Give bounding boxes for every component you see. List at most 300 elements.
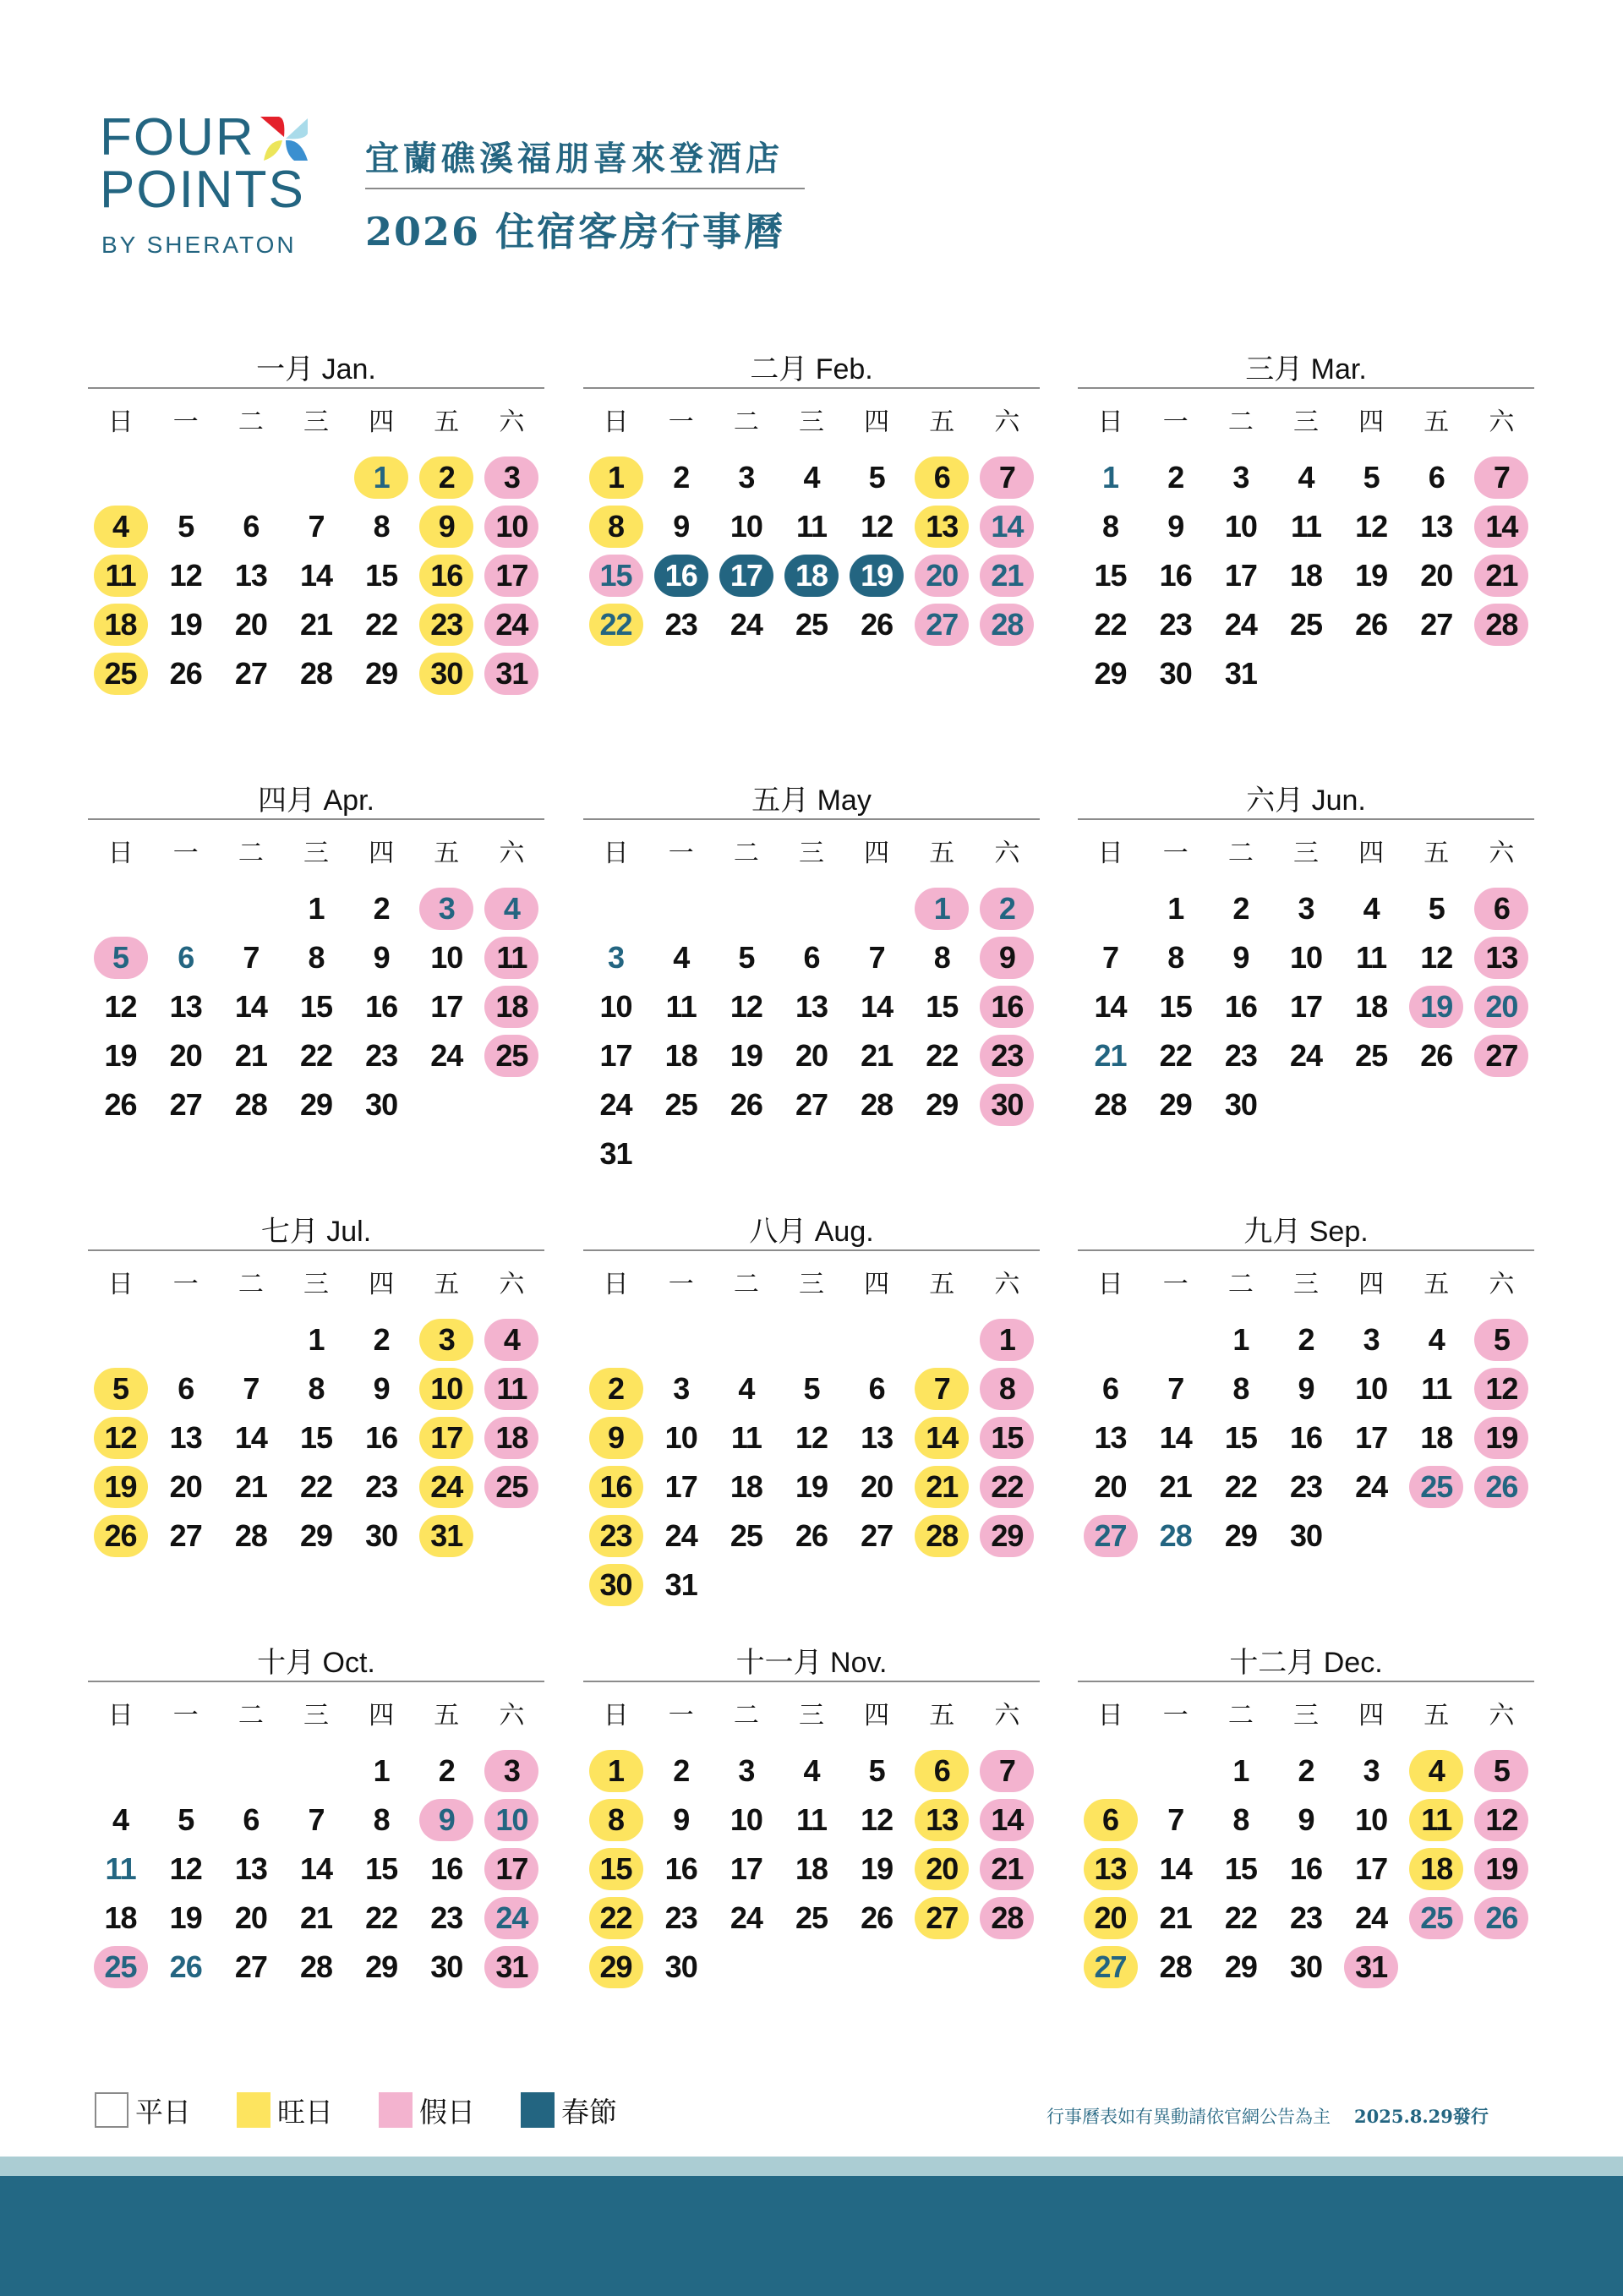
day-cell-busy [583, 1561, 648, 1610]
day-cell-normal [1339, 600, 1404, 649]
month-title: 十一月 Nov. [735, 1647, 888, 1679]
day-cell-holiday [975, 884, 1040, 933]
empty-cell [713, 884, 779, 933]
day-number: 2 [438, 1753, 455, 1788]
weekday-label: 日 [603, 1702, 629, 1730]
weekday-label: 日 [107, 839, 134, 867]
day-cell-holiday [1469, 1796, 1534, 1845]
day-cell-normal [1339, 1796, 1404, 1845]
day-number: 11 [94, 555, 148, 597]
day-cell-busy [583, 453, 648, 502]
day-cell-normal [283, 1894, 348, 1943]
day-cell-normal [218, 1031, 283, 1080]
day-number: 28 [1094, 1087, 1127, 1122]
day-cell-holiday [1339, 1943, 1404, 1992]
legend-swatch [95, 2092, 128, 2128]
day-number: 3 [673, 1371, 690, 1406]
day-number: 13 [1474, 937, 1528, 979]
day-number: 2 [589, 1368, 643, 1410]
day-cell-normal [713, 1894, 779, 1943]
day-cell-normal [218, 933, 283, 982]
day-cell-holiday [479, 1796, 544, 1845]
day-number: 5 [178, 1802, 194, 1837]
day-number: 9 [589, 1417, 643, 1459]
day-cell-normal [218, 1894, 283, 1943]
day-number: 28 [980, 1897, 1034, 1939]
day-cell-normal [713, 1796, 779, 1845]
weekday-label: 五 [929, 1702, 955, 1730]
day-number: 24 [1355, 1900, 1388, 1935]
day-cell-holiday [975, 1031, 1040, 1080]
day-cell-normal [283, 551, 348, 600]
day-number: 14 [980, 506, 1034, 548]
day-number: 22 [1224, 1900, 1257, 1935]
day-number: 12 [1474, 1368, 1528, 1410]
day-cell-normal [844, 1845, 910, 1894]
day-number: 16 [1159, 558, 1192, 593]
day-number: 16 [365, 1420, 398, 1455]
day-cell-holiday [975, 600, 1040, 649]
day-number: 22 [1159, 1038, 1192, 1073]
day-number: 27 [1084, 1515, 1138, 1557]
day-cell-normal [1208, 1845, 1273, 1894]
day-cell-normal [713, 1462, 779, 1512]
empty-cell [283, 453, 348, 502]
day-number: 14 [1159, 1420, 1192, 1455]
day-cell-busy [583, 1943, 648, 1992]
day-number: 14 [861, 989, 893, 1024]
day-cell-holiday [975, 551, 1040, 600]
day-number: 4 [1428, 1322, 1445, 1357]
empty-cell [583, 884, 648, 933]
day-number: 13 [915, 506, 969, 548]
day-cell-holiday [583, 551, 648, 600]
day-number: 23 [664, 607, 697, 642]
day-cell-busy [910, 502, 975, 551]
day-number: 17 [1224, 558, 1257, 593]
day-number: 17 [419, 1417, 473, 1459]
day-cell-busy [583, 1364, 648, 1413]
day-cell-normal [583, 982, 648, 1031]
empty-cell [779, 884, 844, 933]
day-number: 7 [1167, 1371, 1184, 1406]
day-cell-normal [1143, 1080, 1208, 1129]
weekday-label: 三 [1292, 1271, 1319, 1298]
day-number: 16 [1289, 1420, 1322, 1455]
day-cell-holiday [975, 453, 1040, 502]
day-cell-normal [283, 884, 348, 933]
day-number: 25 [1409, 1897, 1463, 1939]
day-number: 5 [803, 1371, 820, 1406]
day-cell-normal [779, 1413, 844, 1462]
day-number: 21 [1474, 555, 1528, 597]
day-number: 4 [738, 1371, 755, 1406]
weekday-label: 五 [1424, 408, 1450, 436]
day-cell-normal [283, 502, 348, 551]
day-number: 28 [915, 1515, 969, 1557]
weekday-label: 一 [172, 839, 199, 867]
day-cell-normal [414, 1943, 479, 1992]
day-number: 27 [234, 656, 267, 691]
day-number: 30 [1289, 1518, 1322, 1553]
day-cell-normal [1208, 933, 1273, 982]
day-cell-normal [1143, 1894, 1208, 1943]
day-number: 28 [861, 1087, 893, 1122]
day-number: 1 [915, 888, 969, 930]
day-cell-normal [844, 1512, 910, 1561]
day-cell-holiday [1469, 502, 1534, 551]
day-cell-normal [648, 1080, 713, 1129]
day-number: 27 [861, 1518, 893, 1553]
weekday-label: 二 [733, 1702, 759, 1730]
day-cell-normal [1339, 1031, 1404, 1080]
weekday-label: 二 [1227, 839, 1254, 867]
day-cell-normal [1143, 453, 1208, 502]
day-number: 14 [234, 1420, 267, 1455]
day-cell-busy [88, 1462, 153, 1512]
weekday-label: 五 [434, 839, 460, 867]
day-cell-normal [1339, 502, 1404, 551]
day-cell-normal [1208, 1413, 1273, 1462]
day-number: 17 [664, 1469, 697, 1504]
day-cell-normal [910, 933, 975, 982]
day-number: 7 [308, 509, 325, 544]
month-title: 三月 Mar. [1245, 353, 1367, 385]
day-number: 18 [664, 1038, 697, 1073]
weekday-label: 日 [107, 1702, 134, 1730]
day-cell-normal [1273, 1031, 1338, 1080]
day-number: 4 [803, 1753, 820, 1788]
logo-line-points: POINTS [100, 161, 305, 219]
day-number: 18 [94, 604, 148, 646]
day-cell-normal [713, 1031, 779, 1080]
day-number: 15 [1094, 558, 1127, 593]
day-cell-busy [414, 551, 479, 600]
empty-cell [1143, 1747, 1208, 1796]
day-number: 3 [1363, 1753, 1380, 1788]
day-cell-holiday [1469, 933, 1534, 982]
days-grid [1078, 453, 1534, 698]
day-number: 19 [730, 1038, 762, 1073]
day-number: 26 [169, 656, 202, 691]
weekday-label: 四 [1358, 408, 1385, 436]
weekday-label: 四 [1358, 1271, 1385, 1298]
day-number: 24 [484, 1897, 538, 1939]
weekday-label: 四 [369, 1702, 395, 1730]
day-number: 7 [915, 1368, 969, 1410]
day-number: 7 [243, 940, 260, 975]
day-cell-holiday [479, 933, 544, 982]
day-cell-normal [1143, 933, 1208, 982]
day-number: 25 [1289, 607, 1322, 642]
day-cell-normal [648, 600, 713, 649]
day-cell-normal [1339, 884, 1404, 933]
day-cell-holiday [1078, 1512, 1143, 1561]
day-number: 22 [926, 1038, 959, 1073]
day-number: 26 [1355, 607, 1388, 642]
day-number: 20 [795, 1038, 828, 1073]
day-cell-holiday [1469, 453, 1534, 502]
calendar-title-text: 住宿客房行事曆 [495, 210, 786, 254]
day-cell-normal [153, 982, 218, 1031]
day-number: 5 [868, 1753, 885, 1788]
day-number: 8 [589, 506, 643, 548]
day-number: 8 [1102, 509, 1119, 544]
day-cell-normal [779, 1462, 844, 1512]
day-cell-normal [1208, 551, 1273, 600]
day-number: 15 [926, 989, 959, 1024]
day-number: 16 [430, 1851, 463, 1886]
day-cell-busy [583, 1894, 648, 1943]
day-number: 24 [484, 604, 538, 646]
month-divider [88, 1681, 544, 1682]
day-cell-normal [844, 1031, 910, 1080]
day-number: 10 [599, 989, 632, 1024]
day-cell-normal [1078, 649, 1143, 698]
footer-band-dark [0, 2176, 1623, 2296]
day-cell-busy [414, 649, 479, 698]
day-cell-normal [349, 933, 414, 982]
day-number: 12 [1474, 1799, 1528, 1841]
day-number: 26 [169, 1949, 202, 1984]
day-number: 14 [234, 989, 267, 1024]
month-divider [583, 818, 1040, 820]
days-grid [583, 884, 1040, 1178]
day-cell-normal [779, 502, 844, 551]
day-number: 22 [589, 604, 643, 646]
day-cell-busy [414, 1512, 479, 1561]
day-cell-holiday [1469, 884, 1534, 933]
day-number: 30 [419, 653, 473, 695]
day-number: 8 [373, 509, 390, 544]
empty-cell [153, 1747, 218, 1796]
day-number: 24 [430, 1038, 463, 1073]
day-number: 9 [419, 506, 473, 548]
empty-cell [218, 884, 283, 933]
day-cell-normal [349, 1512, 414, 1561]
day-cell-normal [1078, 933, 1143, 982]
day-cell-normal [844, 1364, 910, 1413]
day-cell-busy [414, 1413, 479, 1462]
day-cell-busy [88, 649, 153, 698]
day-number: 4 [94, 506, 148, 548]
day-cell-normal [283, 1796, 348, 1845]
day-number: 19 [1474, 1848, 1528, 1890]
legend-item-cny [521, 2091, 617, 2130]
day-number: 16 [664, 1851, 697, 1886]
day-cell-normal [844, 933, 910, 982]
empty-cell [779, 1315, 844, 1364]
day-number: 28 [1474, 604, 1528, 646]
weekday-header [88, 839, 544, 869]
day-cell-holiday [479, 1943, 544, 1992]
month-divider [1078, 1681, 1534, 1682]
day-number: 19 [850, 555, 904, 597]
day-number: 2 [1232, 891, 1249, 926]
day-cell-busy [88, 1512, 153, 1561]
day-number: 20 [169, 1038, 202, 1073]
day-number: 23 [419, 604, 473, 646]
day-cell-normal [648, 1747, 713, 1796]
day-number: 20 [234, 1900, 267, 1935]
days-grid [1078, 884, 1534, 1129]
day-number: 30 [589, 1564, 643, 1606]
day-number: 15 [589, 1848, 643, 1890]
day-cell-holiday [479, 1364, 544, 1413]
day-number: 5 [1474, 1750, 1528, 1792]
day-cell-normal [283, 1031, 348, 1080]
day-number: 10 [1355, 1802, 1388, 1837]
day-cell-normal [153, 1512, 218, 1561]
day-number: 6 [178, 940, 194, 975]
weekday-label: 四 [1358, 1702, 1385, 1730]
day-cell-normal [844, 1080, 910, 1129]
day-cell-normal [1404, 1031, 1469, 1080]
day-cell-normal [153, 1462, 218, 1512]
day-number: 20 [1084, 1897, 1138, 1939]
weekday-label: 日 [1097, 1702, 1123, 1730]
day-cell-normal [349, 1315, 414, 1364]
day-cell-normal [88, 1796, 153, 1845]
day-cell-normal [713, 982, 779, 1031]
day-cell-normal [779, 1796, 844, 1845]
month-title: 四月 Apr. [258, 784, 374, 817]
day-number: 19 [169, 607, 202, 642]
day-cell-holiday [975, 1080, 1040, 1129]
day-number: 18 [1289, 558, 1322, 593]
day-cell-holiday [1469, 1364, 1534, 1413]
day-number: 23 [365, 1469, 398, 1504]
day-number: 6 [1084, 1799, 1138, 1841]
day-cell-normal [583, 1129, 648, 1178]
day-number: 4 [484, 888, 538, 930]
day-cell-holiday [975, 1364, 1040, 1413]
day-cell-holiday [1469, 1845, 1534, 1894]
legend-label: 平日 [135, 2096, 191, 2128]
day-cell-holiday [975, 1796, 1040, 1845]
day-number: 24 [730, 607, 762, 642]
day-cell-holiday [1404, 982, 1469, 1031]
day-cell-cny [713, 551, 779, 600]
day-cell-normal [713, 1364, 779, 1413]
weekday-label: 六 [499, 839, 525, 867]
day-cell-normal [1273, 1512, 1338, 1561]
empty-cell [88, 884, 153, 933]
day-cell-normal [844, 600, 910, 649]
day-number: 16 [1289, 1851, 1322, 1886]
day-cell-busy [414, 502, 479, 551]
day-cell-normal [844, 982, 910, 1031]
day-number: 1 [589, 1750, 643, 1792]
day-cell-normal [779, 1894, 844, 1943]
day-cell-normal [283, 982, 348, 1031]
day-number: 30 [1224, 1087, 1257, 1122]
day-number: 3 [738, 460, 755, 495]
weekday-label: 六 [1489, 408, 1515, 436]
day-number: 7 [243, 1371, 260, 1406]
day-cell-busy [1404, 1796, 1469, 1845]
weekday-label: 五 [929, 408, 955, 436]
empty-cell [283, 1747, 348, 1796]
month-divider [1078, 1249, 1534, 1251]
legend-label: 假日 [419, 2096, 475, 2128]
day-number: 2 [373, 891, 390, 926]
weekday-header [1078, 407, 1534, 438]
day-number: 11 [795, 509, 828, 544]
day-number: 17 [484, 1848, 538, 1890]
day-number: 10 [484, 506, 538, 548]
day-number: 19 [1474, 1417, 1528, 1459]
day-number: 22 [1224, 1469, 1257, 1504]
day-number: 1 [980, 1319, 1034, 1361]
weekday-label: 五 [434, 1271, 460, 1298]
day-number: 1 [308, 1322, 325, 1357]
day-cell-normal [88, 1845, 153, 1894]
days-grid [1078, 1747, 1534, 1992]
day-number: 23 [1289, 1469, 1322, 1504]
day-cell-normal [1143, 649, 1208, 698]
day-cell-normal [648, 1943, 713, 1992]
day-cell-holiday [88, 1943, 153, 1992]
day-cell-normal [218, 1080, 283, 1129]
month-block [1078, 1648, 1534, 2054]
day-cell-normal [414, 1747, 479, 1796]
day-number: 7 [868, 940, 885, 975]
day-cell-normal [1143, 1845, 1208, 1894]
weekday-label: 二 [1227, 408, 1254, 436]
day-cell-normal [153, 1943, 218, 1992]
day-number: 28 [234, 1087, 267, 1122]
day-number: 27 [1084, 1946, 1138, 1988]
day-cell-normal [1339, 1747, 1404, 1796]
legend-item-busy [237, 2091, 333, 2130]
empty-cell [583, 1315, 648, 1364]
day-cell-normal [910, 1031, 975, 1080]
footer-notice [1046, 2103, 1489, 2129]
month-title: 七月 Jul. [260, 1216, 372, 1248]
day-number: 22 [299, 1038, 332, 1073]
day-number: 5 [178, 509, 194, 544]
day-number: 6 [243, 509, 260, 544]
day-cell-holiday [1469, 982, 1534, 1031]
day-cell-normal [218, 1943, 283, 1992]
day-number: 14 [915, 1417, 969, 1459]
day-number: 11 [484, 937, 538, 979]
day-cell-normal [218, 1796, 283, 1845]
day-cell-normal [153, 933, 218, 982]
month-title: 一月 Jan. [256, 353, 376, 385]
weekday-label: 一 [668, 1271, 694, 1298]
day-cell-normal [1273, 1315, 1338, 1364]
weekday-label: 三 [798, 839, 824, 867]
day-cell-normal [218, 1364, 283, 1413]
day-number: 18 [784, 555, 839, 597]
day-cell-busy [910, 453, 975, 502]
day-cell-normal [1404, 502, 1469, 551]
legend-swatch [237, 2092, 270, 2128]
day-cell-busy [349, 453, 414, 502]
day-cell-normal [1078, 982, 1143, 1031]
day-cell-normal [648, 1561, 713, 1610]
day-number: 8 [1232, 1371, 1249, 1406]
day-cell-holiday [88, 933, 153, 982]
day-number: 27 [169, 1518, 202, 1553]
day-cell-normal [779, 982, 844, 1031]
weekday-label: 六 [499, 1702, 525, 1730]
day-number: 23 [365, 1038, 398, 1073]
day-cell-normal [88, 1031, 153, 1080]
day-cell-normal [1078, 502, 1143, 551]
